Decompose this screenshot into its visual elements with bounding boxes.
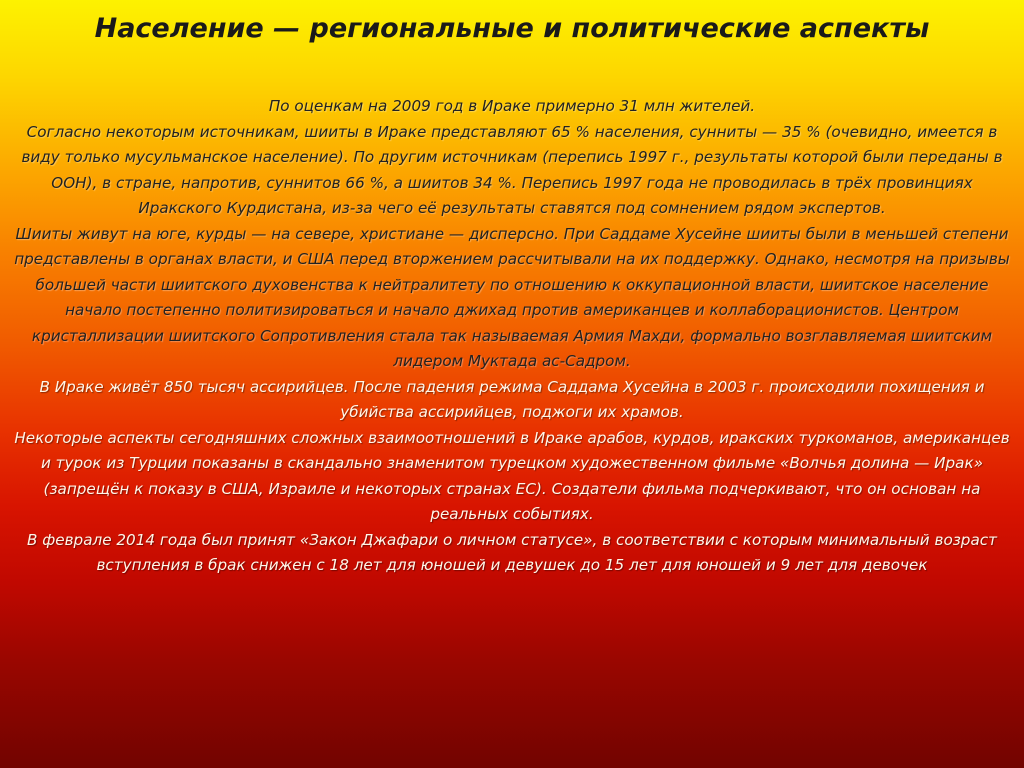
slide-body — [8, 94, 1016, 579]
paragraph-film: Некоторые аспекты сегодняшних сложных взаимоотношений в Ираке арабов, курдов, иракских туркоманов, американцев и турок из Турции показаны в скандально знаменитом турецком художественном фильме «Волчья долина — Ирак» (запрещён к показу в США, Израиле и некоторых странах ЕС). Создатели фильма подчеркивают, что он основан на реальных событиях. — [14, 428, 1010, 523]
paragraph-assyrians: В Ираке живёт 850 тысяч ассирийцев. После падения режима Саддама Хусейна в 2003 г. происходили похищения и убийства ассирийцев, поджоги их храмов. — [39, 377, 985, 421]
paragraph-jafari-law: В феврале 2014 года был принят «Закон Джафари о личном статусе», в соответствии с которым минимальный возраст вступления в брак снижен с 18 лет для юношей и девушек до 15 лет для юношей и 9 лет для девочек — [27, 530, 997, 574]
paragraph-shiites: Шииты живут на юге, курды — на севере, христиане — дисперсно. При Саддаме Хусейне шииты были в меньшей степени представлены в органах власти, и США перед вторжением рассчитывали на их поддержку. Однако, несмотря на призывы большей части шиитского духовенства к нейтралитету по отношению к оккупационной власти, шиитское население начало постепенно политизироваться и начало джихад против американцев и коллаборационистов. Центром кристаллизации шиитского Сопротивления стала так называемая Армия Махди, формально возглавляемая шиитским лидером Муктада ас-Садром. — [14, 224, 1010, 370]
paragraph-population: По оценкам на 2009 год в Ираке примерно 31 млн жителей. — [268, 97, 756, 115]
paragraph-religious-composition: Согласно некоторым источникам, шииты в Ираке представляют 65 % населения, сунниты — 35 % (очевидно, имеется в виду только мусульманское население). По другим источникам (перепись 1997 г., результаты которой были переданы в ООН), в стране, напротив, суннитов 66 %, а шиитов 34 %. Перепись 1997 года не проводилась в трёх провинциях Иракского Курдистана, из-за чего её результаты ставятся под сомнением рядом экспертов. — [21, 122, 1003, 217]
slide-title: Население — региональные и политические аспекты — [94, 13, 930, 44]
